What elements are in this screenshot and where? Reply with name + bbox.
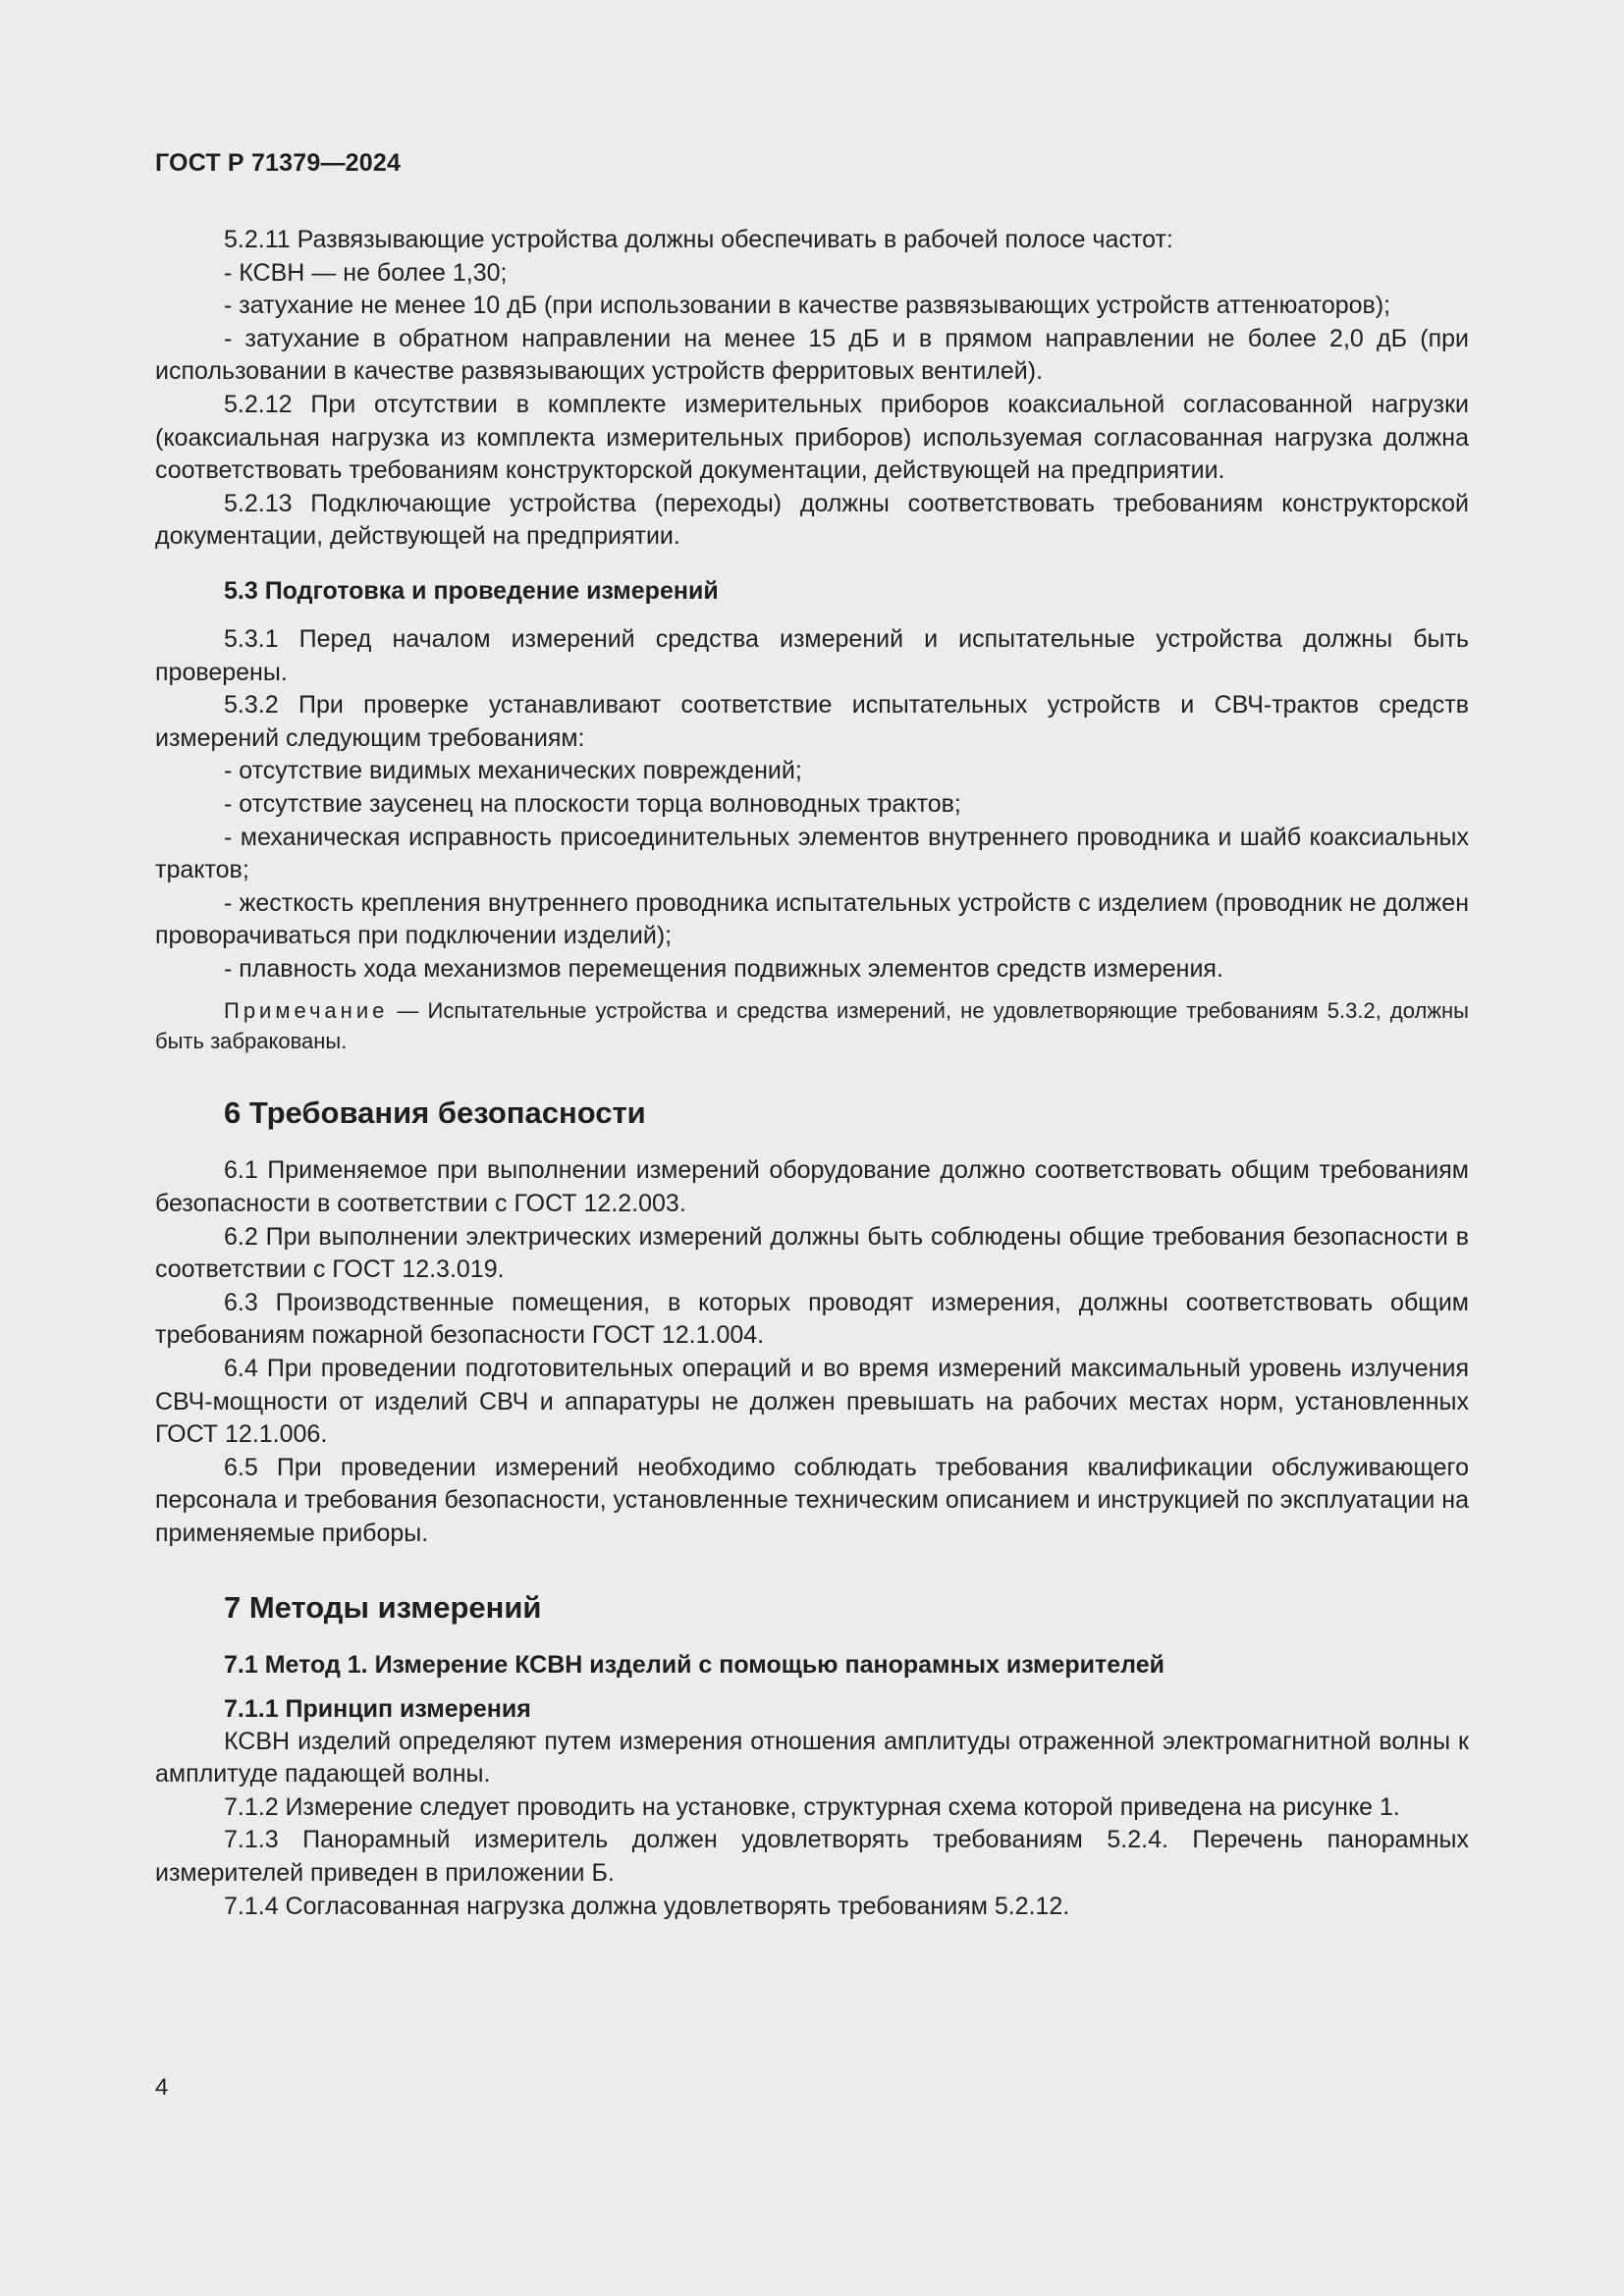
- list-item: - отсутствие видимых механических повреждений;: [224, 757, 802, 785]
- paragraph-7-1-4: 7.1.4 Согласованная нагрузка должна удовлетворять требованиям 5.2.12.: [224, 1892, 1070, 1920]
- list-item: - плавность хода механизмов перемещения подвижных элементов средств измерения.: [224, 954, 1223, 983]
- paragraph-6-3: 6.3 Производственные помещения, в которых проводят измерения, должны соответствовать общим требованиям пожарной безопасности ГОСТ 12.1.004.: [155, 1288, 1469, 1350]
- section-title-7-1: 7.1 Метод 1. Измерение КСВН изделий с помощью панорамных измерителей: [224, 1650, 1165, 1679]
- paragraph-5-2-13: 5.2.13 Подключающие устройства (переходы) должны соответствовать требованиям конструкторской документации, действующей на предприятии.: [155, 489, 1469, 551]
- note: [155, 995, 1469, 1056]
- paragraph-6-5: 6.5 При проведении измерений необходимо соблюдать требования квалификации обслуживающего персонала и требования безопасности, установленные техническим описанием и инструкцией по эксплуатации на применяемые приборы.: [155, 1453, 1469, 1547]
- paragraph-6-4: 6.4 При проведении подготовительных операций и во время измерений максимальный уровень излучения СВЧ-мощности от изделий СВЧ и аппаратуры не должен превышать на рабочих местах норм, установленных ГОСТ 12.1.006.: [155, 1355, 1469, 1449]
- paragraph-7-1-3: 7.1.3 Панорамный измеритель должен удовлетворять требованиям 5.2.4. Перечень панорамных измерителей приведен в приложении Б.: [155, 1826, 1469, 1887]
- paragraph-7-1-1: КСВН изделий определяют путем измерения отношения амплитуды отраженной электромагнитной волны к амплитуде падающей волны.: [155, 1727, 1469, 1789]
- paragraph-5-3-2: 5.3.2 При проверке устанавливают соответствие испытательных устройств и СВЧ-трактов средств измерений следующим требованиям:: [155, 691, 1469, 752]
- section-title-7: 7 Методы измерений: [224, 1589, 542, 1625]
- paragraph-6-1: 6.1 Применяемое при выполнении измерений оборудование должно соответствовать общим требованиям безопасности в соответствии с ГОСТ 12.2.003.: [155, 1156, 1469, 1218]
- list-item: - затухание в обратном направлении на менее 15 дБ и в прямом направлении не более 2,0 дБ (при использовании в качестве развязывающих устройств ферритовых вентилей).: [155, 324, 1469, 386]
- list-item: - затухание не менее 10 дБ (при использовании в качестве развязывающих устройств аттенюаторов);: [224, 292, 1391, 320]
- list-item: - КСВН — не более 1,30;: [224, 258, 508, 287]
- section-title-6: 6 Требования безопасности: [224, 1095, 646, 1131]
- note-label: Примечание: [224, 998, 389, 1024]
- list-item: - механическая исправность присоединительных элементов внутреннего проводника и шайб коаксиальных трактов;: [155, 823, 1469, 884]
- document-page: [155, 0, 1469, 2296]
- paragraph-5-2-11: 5.2.11 Развязывающие устройства должны обеспечивать в рабочей полосе частот:: [224, 226, 1173, 253]
- list-item: - жесткость крепления внутреннего проводника испытательных устройств с изделием (проводник не должен проворачиваться при подключении изделий);: [155, 888, 1469, 950]
- note-text: — Испытательные устройства и средства измерений, не удовлетворяющие требованиям 5.3.2, должны быть забракованы.: [155, 998, 1469, 1054]
- list-item: - отсутствие заусенец на плоскости торца волноводных трактов;: [224, 789, 961, 818]
- paragraph-5-2-12: 5.2.12 При отсутствии в комплекте измерительных приборов коаксиальной согласованной нагрузки (коаксиальная нагрузка из комплекта измерительных приборов) используемая согласованная нагрузка должна соответствовать требованиям конструкторской документации, действующей на предприятии.: [155, 390, 1469, 485]
- section-title-7-1-1: 7.1.1 Принцип измерения: [224, 1694, 531, 1723]
- paragraph-6-2: 6.2 При выполнении электрических измерений должны быть соблюдены общие требования безопасности в соответствии с ГОСТ 12.3.019.: [155, 1222, 1469, 1284]
- document-content: [155, 224, 1469, 1923]
- document-header: ГОСТ Р 71379—2024: [155, 149, 402, 177]
- paragraph-5-3-1: 5.3.1 Перед началом измерений средства измерений и испытательные устройства должны быть проверены.: [155, 624, 1469, 686]
- page-number: 4: [155, 2074, 169, 2101]
- section-title-5-3: 5.3 Подготовка и проведение измерений: [224, 576, 719, 605]
- paragraph-7-1-2: 7.1.2 Измерение следует проводить на установке, структурная схема которой приведена на рисунке 1.: [224, 1792, 1400, 1821]
